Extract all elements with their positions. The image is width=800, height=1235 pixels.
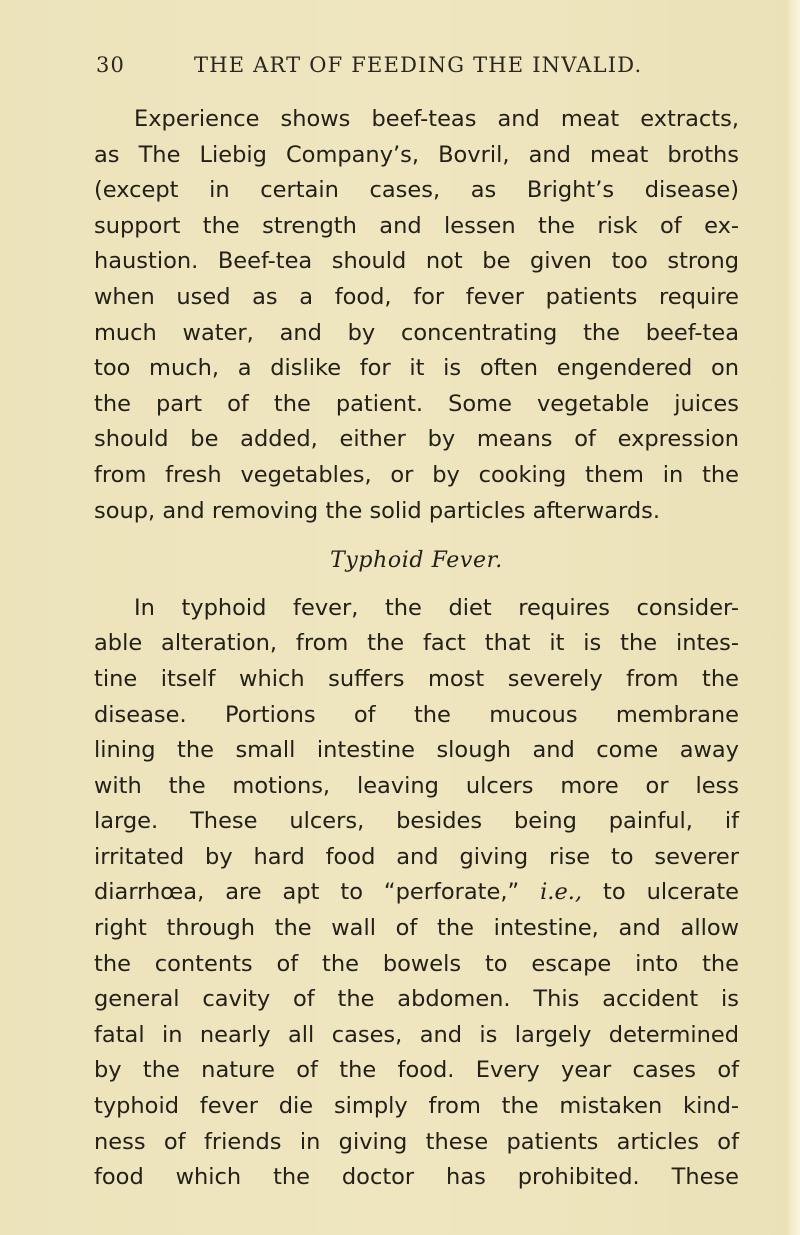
text-line: soup, and removing the solid particles afterwards. (94, 497, 661, 524)
text-line: too much, a dislike for it is often engendered on (94, 355, 739, 382)
text-line: right through the wall of the intestine, and allow (94, 915, 739, 942)
body-text (94, 102, 739, 1196)
text-line: typhoid fever die simply from the mistaken kind- (94, 1093, 739, 1120)
text-line: with the motions, leaving ulcers more or less (94, 772, 739, 799)
text-line: haustion. Beef-tea should not be given too strong (94, 248, 739, 275)
text-line: able alteration, from the fact that it is the intes- (94, 630, 739, 657)
text-line: as The Liebig Company’s, Bovril, and meat broths (94, 141, 739, 168)
text-line: In typhoid fever, the diet requires consider- (134, 594, 739, 621)
page-number: 30 (96, 53, 126, 77)
text-line: the part of the patient. Some vegetable juices (94, 390, 739, 417)
text-line: disease. Portions of the mucous membrane (94, 701, 739, 728)
page-edge (786, 0, 800, 1235)
running-title: THE ART OF FEEDING THE INVALID. (194, 53, 643, 77)
italic-abbreviation: i.e., (540, 879, 583, 906)
text-line: fatal in nearly all cases, and is largely determined (94, 1021, 739, 1048)
text-line: ness of friends in giving these patients articles of (94, 1128, 739, 1155)
text-line: irritated by hard food and giving rise to severer (94, 843, 739, 870)
text-line: lining the small intestine slough and come away (94, 737, 739, 764)
text-line: Experience shows beef-teas and meat extracts, (134, 106, 739, 132)
text-line: (except in certain cases, as Bright’s disease) (94, 177, 739, 204)
text-line: from fresh vegetables, or by cooking them in the (94, 461, 739, 488)
text-line: should be added, either by means of expression (94, 426, 739, 453)
text-line: much water, and by concentrating the beef-tea (94, 319, 739, 346)
text-line: food which the doctor has prohibited. These (94, 1164, 739, 1191)
text-line: tine itself which suffers most severely from the (94, 665, 739, 692)
text-segment: to ulcerate (603, 879, 739, 906)
section-heading: Typhoid Fever. (330, 548, 503, 574)
text-line: support the strength and lessen the risk of ex- (94, 212, 739, 239)
paragraph-beef-tea (94, 102, 739, 529)
text-line: the contents of the bowels to escape into the (94, 950, 739, 977)
running-header (96, 48, 736, 82)
text-line: by the nature of the food. Every year cases of (94, 1057, 739, 1084)
text-line: large. These ulcers, besides being painful, if (94, 808, 739, 835)
text-line: general cavity of the abdomen. This accident is (94, 986, 739, 1013)
text-segment: diarrhœa, are apt to “perforate,” (94, 879, 520, 906)
text-line: when used as a food, for fever patients require (94, 283, 739, 310)
text-line (94, 875, 739, 911)
paragraph-typhoid (94, 591, 739, 1196)
